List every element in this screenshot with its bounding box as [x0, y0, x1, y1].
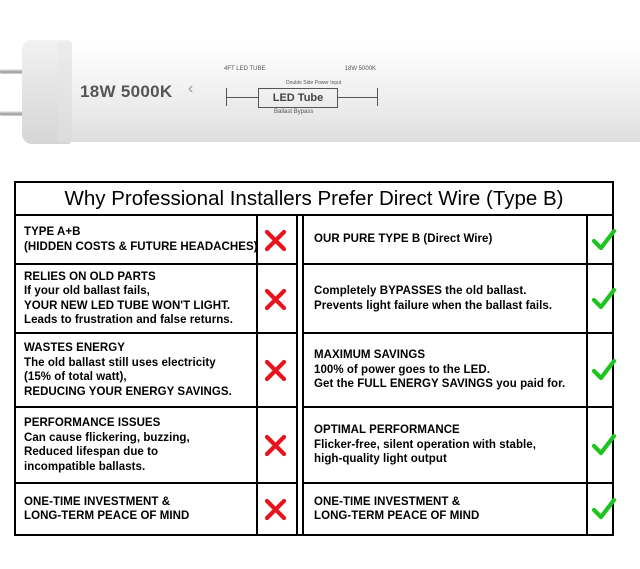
cell-line: Get the FULL ENERGY SAVINGS you paid for. [314, 378, 566, 391]
cell-line: LONG-TERM PEACE OF MIND [24, 510, 190, 522]
right-cell-text [314, 348, 565, 392]
cell-line: OUR PURE TYPE B (Direct Wire) [314, 233, 493, 246]
green-check-icon [591, 227, 617, 253]
right-cell-text [314, 495, 479, 524]
wiring-schematic [224, 66, 384, 118]
schematic-bypass-note: Ballast Bypass [274, 109, 314, 115]
cell-line: (HIDDEN COSTS & FUTURE HEADACHES) [24, 240, 258, 253]
cell-line: YOUR NEW LED TUBE WON'T LIGHT. [24, 299, 231, 312]
cell-line: MAXIMUM SAVINGS [314, 349, 426, 362]
column-divider [296, 216, 298, 534]
cell-line: If your old ballast fails, [24, 285, 150, 297]
schematic-wire-left-end [226, 88, 227, 106]
cell-line: RELIES ON OLD PARTS [24, 270, 156, 283]
cell-line: The old ballast still uses electricity [24, 356, 216, 369]
green-check-icon [591, 496, 617, 522]
tube-pin-bottom [0, 111, 24, 116]
cell-line: Can cause flickering, buzzing, [24, 431, 190, 444]
tube-pins [0, 66, 24, 120]
row-divider [302, 332, 612, 334]
red-x-icon [263, 432, 289, 458]
cell-line: Leads to frustration and false returns. [24, 314, 233, 326]
row-divider [302, 482, 612, 484]
cell-line: Completely BYPASSES the old ballast. [314, 285, 527, 297]
cell-line: Flicker-free, silent operation with stable, [314, 438, 536, 451]
cell-line: PERFORMANCE ISSUES [24, 417, 161, 429]
cell-line: ONE-TIME INVESTMENT & [314, 495, 461, 508]
tube-pin-top [0, 69, 24, 74]
cell-line: (15% of total watt), [24, 371, 127, 383]
cell-line: REDUCING YOUR ENERGY SAVINGS. [24, 385, 232, 398]
green-check-icon [591, 432, 617, 458]
green-check-icon [591, 286, 617, 312]
table-title: Why Professional Installers Prefer Direct Wire (Type B) [16, 183, 612, 216]
left-cell-text [24, 495, 189, 524]
cell-line: OPTIMAL PERFORMANCE [314, 424, 460, 437]
right-cell-text [314, 423, 536, 467]
row-divider [16, 332, 296, 334]
cell-line: incompatible ballasts. [24, 460, 146, 473]
cell-line: LONG-TERM PEACE OF MIND [314, 510, 480, 522]
row-divider [302, 263, 612, 265]
schematic-wire-right-end [377, 88, 378, 106]
comparison-table [14, 181, 614, 536]
row-divider [16, 406, 296, 408]
cell-line: high-quality light output [314, 453, 447, 466]
left-cell-text [24, 225, 258, 254]
right-cell-text [314, 232, 492, 247]
schematic-wire-right [337, 97, 377, 98]
schematic-spec: 18W 5000K [344, 66, 376, 72]
left-cell-text [24, 341, 232, 399]
cell-line: ONE-TIME INVESTMENT & [24, 495, 171, 508]
red-x-icon [263, 286, 289, 312]
cell-line: Reduced lifespan due to [24, 446, 159, 458]
cell-line: 100% of power goes to the LED. [314, 363, 490, 376]
tube-end-cap-collar [58, 42, 72, 142]
led-tube-image [0, 0, 640, 170]
cell-line: Prevents light failure when the ballast fails. [314, 299, 553, 312]
schematic-wire-left [226, 97, 258, 98]
red-x-icon [263, 357, 289, 383]
left-cell-text [24, 416, 190, 474]
row-divider [302, 406, 612, 408]
left-cell-text [24, 270, 233, 328]
schematic-tube-type: 4FT LED TUBE [224, 66, 266, 72]
schematic-box: LED Tube [258, 88, 338, 108]
green-check-icon [591, 357, 617, 383]
tube-spec-label: 18W 5000K [80, 82, 173, 101]
chevron-left-icon: ‹ [188, 80, 194, 97]
right-cell-text [314, 284, 552, 313]
schematic-input-note: Double Side Power Input [286, 80, 342, 86]
red-x-icon [263, 227, 289, 253]
cell-line: WASTES ENERGY [24, 342, 125, 354]
red-x-icon [263, 496, 289, 522]
row-divider [16, 482, 296, 484]
row-divider [16, 263, 296, 265]
cell-line: TYPE A+B [24, 226, 81, 238]
